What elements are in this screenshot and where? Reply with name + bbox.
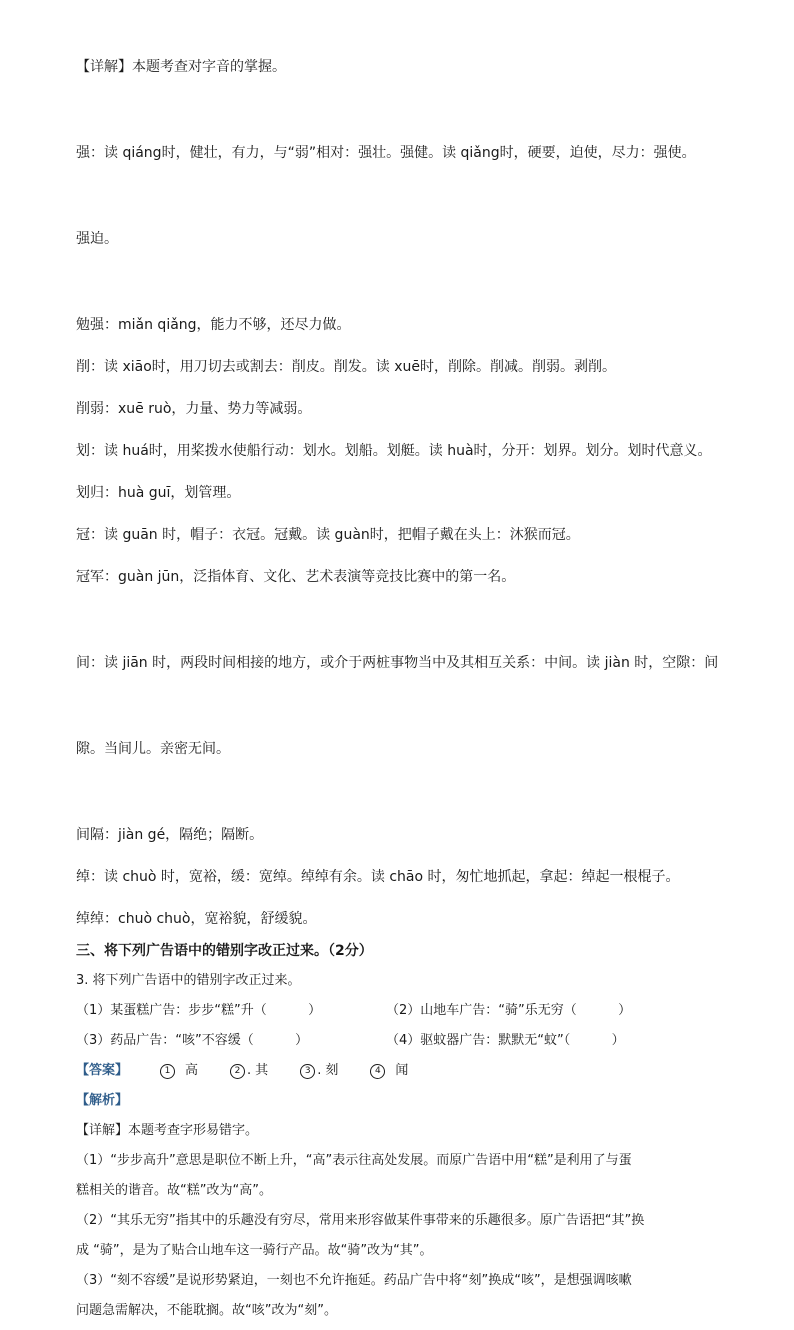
question-item-4: （4）驱蚊器广告：默默无“蚊”（ ） (386, 1033, 625, 1048)
answer-item-2 (230, 1060, 268, 1082)
explanation-1 (76, 1150, 721, 1202)
answer-number-1: 1 (160, 1064, 175, 1079)
answer-sep-3: . (317, 1063, 322, 1078)
answer-row (76, 1060, 721, 1082)
answer-text-4: 闻 (395, 1063, 409, 1078)
answer-label: 【答案】 (76, 1063, 129, 1078)
entry-jian-line2: 隙。当间儿。亲密无间。 (76, 741, 230, 757)
entry-jiange: 间隔：jiàn gé，隔绝；隔断。 (76, 827, 264, 843)
question-items-row-1 (76, 1000, 721, 1022)
entry-qiang-line2: 强迫。 (76, 231, 118, 247)
explanation-3-line1: （3）“刻不容缓”是说形势紧迫，一刻也不允许拖延。药品广告中将“刻”换成“咳”，是想强调咳嗽 (76, 1273, 632, 1288)
answer-number-3: 3 (300, 1064, 315, 1079)
answer-item-4 (370, 1060, 408, 1082)
answer-number-4: 4 (370, 1064, 385, 1079)
answer-text-3: 刻 (325, 1063, 339, 1078)
answer-sep-2: . (247, 1063, 252, 1078)
analysis-label: 【解析】 (76, 1093, 129, 1108)
document-page (76, 56, 721, 1330)
entry-huagui: 划归：huà guī，划管理。 (76, 485, 241, 501)
answer-item-1 (160, 1060, 198, 1082)
question-stem: 3. 将下列广告语中的错别字改正过来。 (76, 973, 301, 988)
entry-hua: 划：读 huá时，用桨拨水使船行动：划水。划船。划艇。读 huà时，分开：划界。划分。划时代意义。 (76, 443, 712, 459)
explanation-2-line2: 成 “骑”，是为了贴合山地车这一骑行产品。故“骑”改为“其”。 (76, 1243, 433, 1258)
explanation-3-line2: 问题急需解决，不能耽搁。故“咳”改为“刻”。 (76, 1303, 337, 1318)
explanation-2-line1: （2）“其乐无穷”指其中的乐趣没有穷尽，常用来形容做某件事带来的乐趣很多。原广告语把“其”换 (76, 1213, 645, 1228)
section-title: 三、将下列广告语中的错别字改正过来。（2分） (76, 943, 373, 959)
entry-jian-line1: 间：读 jiān 时，两段时间相接的地方，或介于两桩事物当中及其相互关系：中间。读 jiàn 时，空隙：间 (76, 655, 719, 671)
entry-chuochuo: 绰绰：chuò chuò，宽裕貌，舒缓貌。 (76, 911, 317, 927)
entry-qiang (76, 98, 721, 294)
question-item-2: （2）山地车广告：“骑”乐无穷（ ） (386, 1003, 632, 1018)
explanation-1-line1: （1）“步步高升”意思是职位不断上升，“高”表示往高处发展。而原广告语中用“糕”是利用了与蛋 (76, 1153, 632, 1168)
explanation-1-line2: 糕相关的谐音。故“糕”改为“高”。 (76, 1183, 272, 1198)
detail-heading-2: 【详解】本题考查字形易错字。 (76, 1123, 259, 1138)
entry-qiang-line1: 强：读 qiáng时，健壮，有力，与“弱”相对：强壮。强健。读 qiǎng时，硬要，迫使，尽力：强使。 (76, 145, 696, 161)
explanation-3 (76, 1270, 721, 1322)
entry-jian (76, 608, 721, 804)
answer-number-2: 2 (230, 1064, 245, 1079)
entry-chuo: 绰：读 chuò 时，宽裕，缓：宽绰。绰绰有余。读 chāo 时，匆忙地抓起，拿起：绰起一根棍子。 (76, 869, 680, 885)
question-items-row-2 (76, 1030, 721, 1052)
answer-text-1: 高 (185, 1063, 199, 1078)
detail-heading: 【详解】本题考查对字音的掌握。 (76, 59, 286, 75)
entry-xue: 削：读 xiāo时，用刀切去或割去：削皮。削发。读 xuē时，削除。削减。削弱。剥削。 (76, 359, 616, 375)
answer-item-3 (300, 1060, 338, 1082)
answer-text-2: 其 (255, 1063, 269, 1078)
entry-guanjun: 冠军：guàn jūn，泛指体育、文化、艺术表演等竞技比赛中的第一名。 (76, 569, 516, 585)
entry-guan: 冠：读 guān 时，帽子：衣冠。冠戴。读 guàn时，把帽子戴在头上：沐猴而冠。 (76, 527, 580, 543)
entry-xueruo: 削弱：xuē ruò，力量、势力等减弱。 (76, 401, 312, 417)
question-item-3: （3）药品广告：“咳”不容缓（ ） (76, 1033, 309, 1048)
entry-mianqiang: 勉强：miǎn qiǎng，能力不够，还尽力做。 (76, 317, 351, 333)
question-item-1: （1）某蛋糕广告：步步“糕”升（ ） (76, 1003, 322, 1018)
explanation-2 (76, 1210, 721, 1262)
